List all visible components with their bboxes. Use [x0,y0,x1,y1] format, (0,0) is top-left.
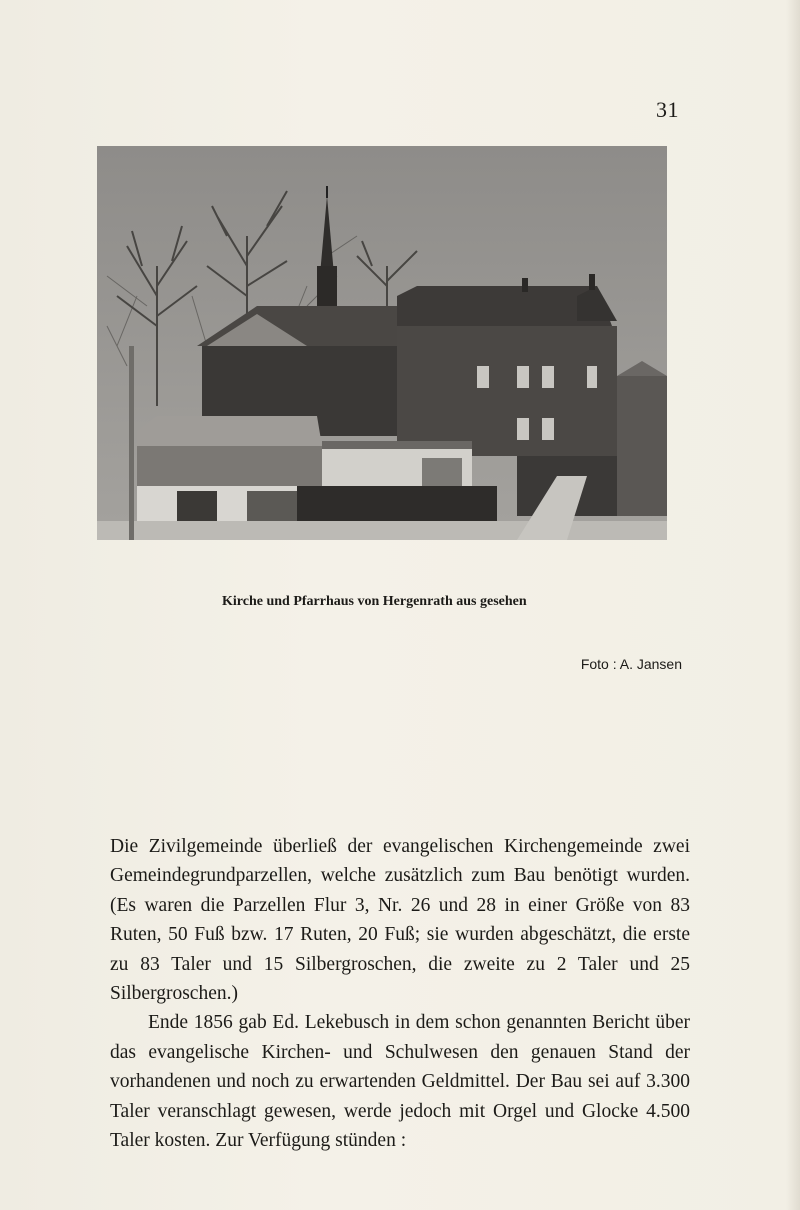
paragraph-1: Die Zivilgemeinde überließ der evangelischen Kirchengemeinde zwei Gemeindegrundparzellen, welche zusätzlich zum Bau benötigt wurden. (Es waren die Parzellen Flur 3, Nr. 26 und 28 in einer Größe von 83 Ruten, 50 Fuß bzw. 17 Ruten, 20 Fuß; sie wurden abgeschätzt, die erste zu 83 Taler und 15 Silbergroschen, die zweite zu 2 Taler und 25 Silbergroschen.) [110,836,690,1005]
church-photo [97,146,667,540]
photo-credit: Foto : A. Jansen [580,656,682,672]
figure-caption: Kirche und Pfarrhaus von Hergenrath aus gesehen [222,594,527,609]
paragraph-2: Ende 1856 gab Ed. Lekebusch in dem schon genannten Bericht über das evangelische Kirchen- und Schulwesen den genauen Stand der vorhandenen und noch zu erwartenden Geldmittel. Der Bau sei auf 3.300 Taler veranschlagt gewesen, werde jedoch mit Orgel und Glocke 4.500 Taler kosten. Zur Verfügung stünden : [110,1012,690,1152]
page-number: 31 [656,97,679,122]
page-edge-shadow [786,0,800,1210]
body-text [110,832,690,1155]
